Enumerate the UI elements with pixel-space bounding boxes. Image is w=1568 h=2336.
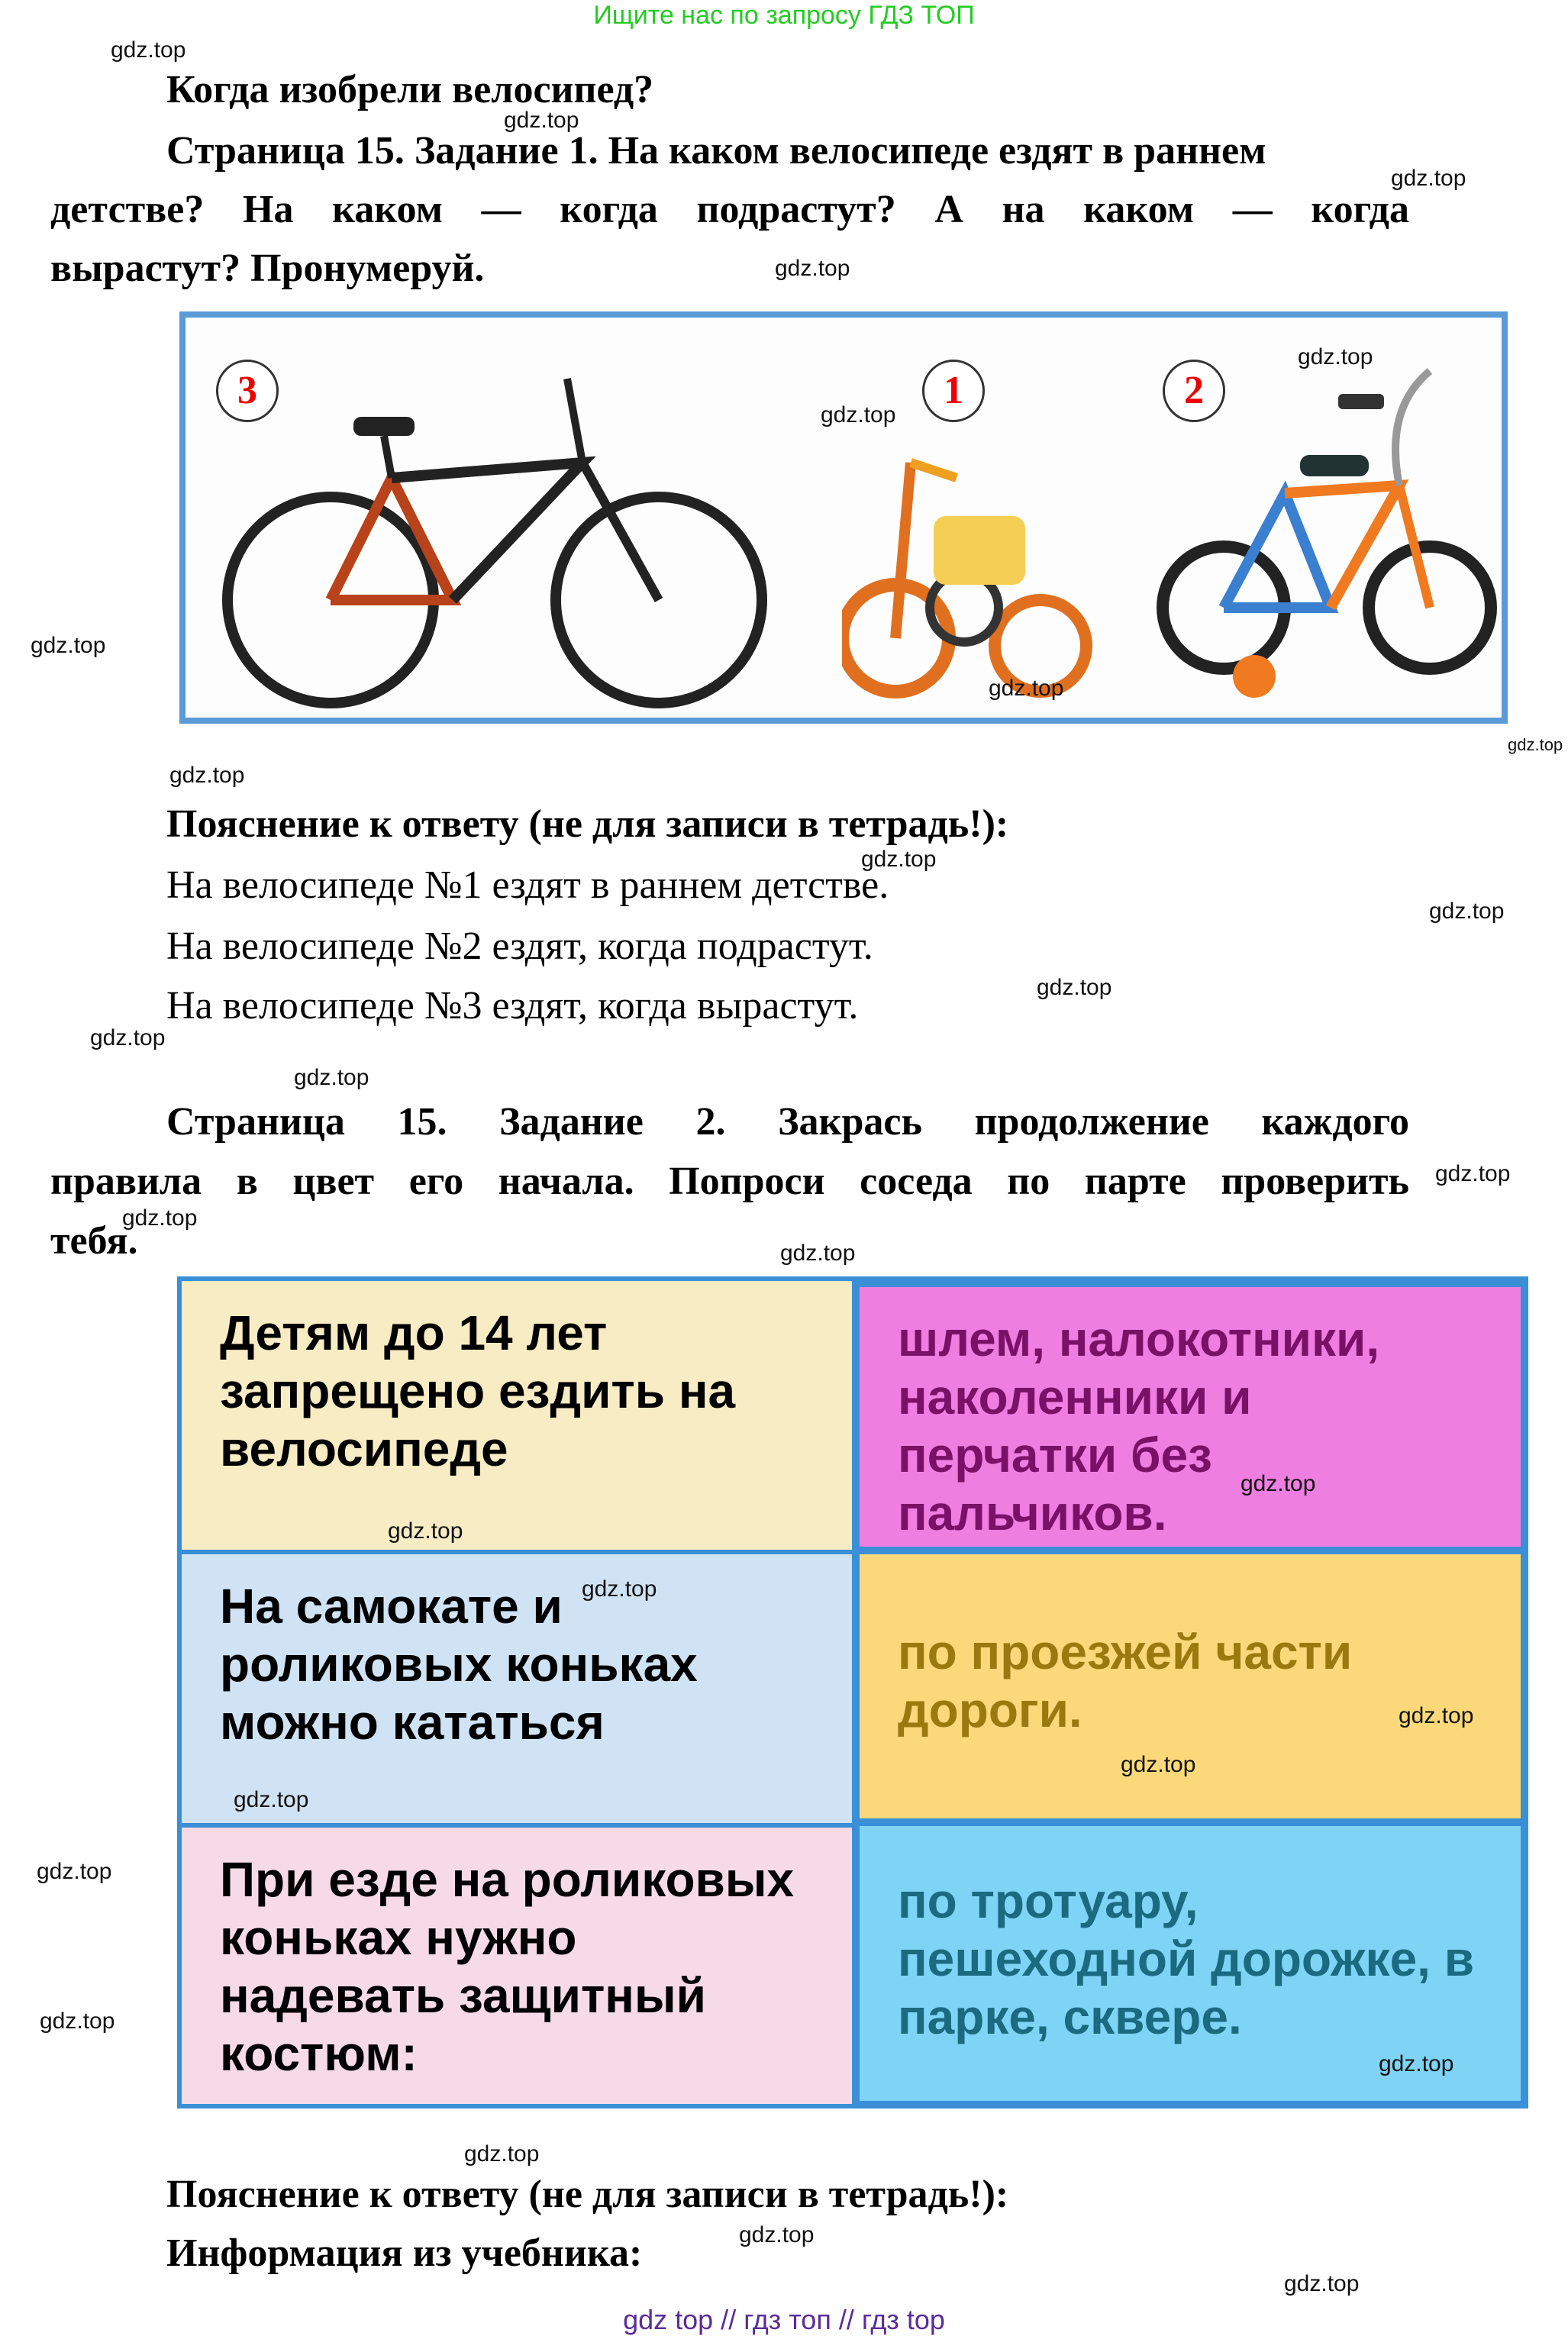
watermark: gdz.top [464,2141,540,2167]
rule-start-1: Детям до 14 лет запрещено ездить на велосипеде [182,1281,852,1550]
task1-line3: вырастут? Пронумеруй. [50,247,485,290]
rule-start-3: При езде на роликовых коньках нужно надевать защитный костюм: [182,1828,852,2104]
rule-end-sidewalk[interactable]: по тротуару, пешеходной дорожке, в парке, сквере. [860,1826,1521,2101]
watermark: gdz.top [1298,344,1373,369]
watermark: gdz.top [122,1205,198,1231]
watermark: gdz.top [1241,1471,1316,1496]
rule-start-2: На самокате и роликовых коньках можно кататься [182,1554,852,1823]
watermark: gdz.top [294,1065,369,1090]
watermark: gdz.top [1508,735,1563,754]
answer-1: На велосипеде №1 ездят в раннем детстве. [166,863,889,907]
bike-number-2: 2 [1163,360,1225,422]
watermark: gdz.top [1037,975,1112,1000]
task2-line1: Страница 15. Задание 2. Закрась продолжение каждого [166,1100,1409,1144]
rule-end-roadway[interactable]: по проезжей части дороги. [860,1554,1521,1818]
adult-bicycle-icon [201,348,781,715]
watermark: gdz.top [1391,166,1466,191]
footer-links[interactable]: gdz top // гдз топ // гдз top [623,2304,945,2335]
watermark: gdz.top [989,676,1064,701]
child-bicycle-icon [1155,363,1499,707]
watermark: gdz.top [739,2222,815,2247]
watermark: gdz.top [388,1518,463,1544]
watermark: gdz.top [1429,899,1505,924]
watermark: gdz.top [31,633,106,658]
watermark: gdz.top [504,108,579,133]
watermark: gdz.top [821,402,896,428]
watermark: gdz.top [1399,1703,1474,1728]
rule-end-protective-gear[interactable]: шлем, налокотники, наколенники и перчатки без пальчиков. [860,1287,1521,1547]
bicycles-image [179,311,1508,724]
watermark: gdz.top [1435,1161,1511,1186]
watermark: gdz.top [1284,2271,1360,2296]
watermark: gdz.top [37,1859,112,1884]
watermark: gdz.top [780,1241,856,1266]
task2-line3: тебя. [50,1219,138,1263]
watermark: gdz.top [861,847,937,872]
watermark: gdz.top [1379,2051,1454,2076]
search-banner[interactable]: Ищите нас по запросу ГДЗ ТОП [593,1,975,30]
watermark: gdz.top [90,1025,166,1050]
rules-table [177,1276,1528,2109]
answer-3: На велосипеде №3 ездят, когда вырастут. [166,984,859,1028]
section-title: Когда изобрели велосипед? [166,68,654,111]
info-title: Информация из учебника: [166,2231,643,2275]
watermark: gdz.top [582,1576,657,1602]
task1-line1: Страница 15. Задание 1. На каком велосипеде ездят в раннем [166,129,1266,173]
task1-line2: детстве? На каком — когда подрастут? А на каком — когда [50,188,1409,231]
tricycle-icon [842,432,1102,707]
watermark: gdz.top [234,1787,309,1812]
answer-2: На велосипеде №2 ездят, когда подрастут. [166,924,873,968]
watermark: gdz.top [169,763,245,788]
bike-number-1: 1 [922,360,985,422]
watermark: gdz.top [1121,1752,1196,1777]
watermark: gdz.top [111,37,186,63]
watermark: gdz.top [40,2009,115,2034]
task1-explanation-title: Пояснение к ответу (не для записи в тетрадь!): [166,802,1009,846]
task2-explanation-title: Пояснение к ответу (не для записи в тетрадь!): [166,2173,1009,2216]
bike-number-3: 3 [216,360,279,422]
task2-line2: правила в цвет его начала. Попроси соседа по парте проверить [50,1160,1409,1203]
watermark: gdz.top [775,256,850,281]
